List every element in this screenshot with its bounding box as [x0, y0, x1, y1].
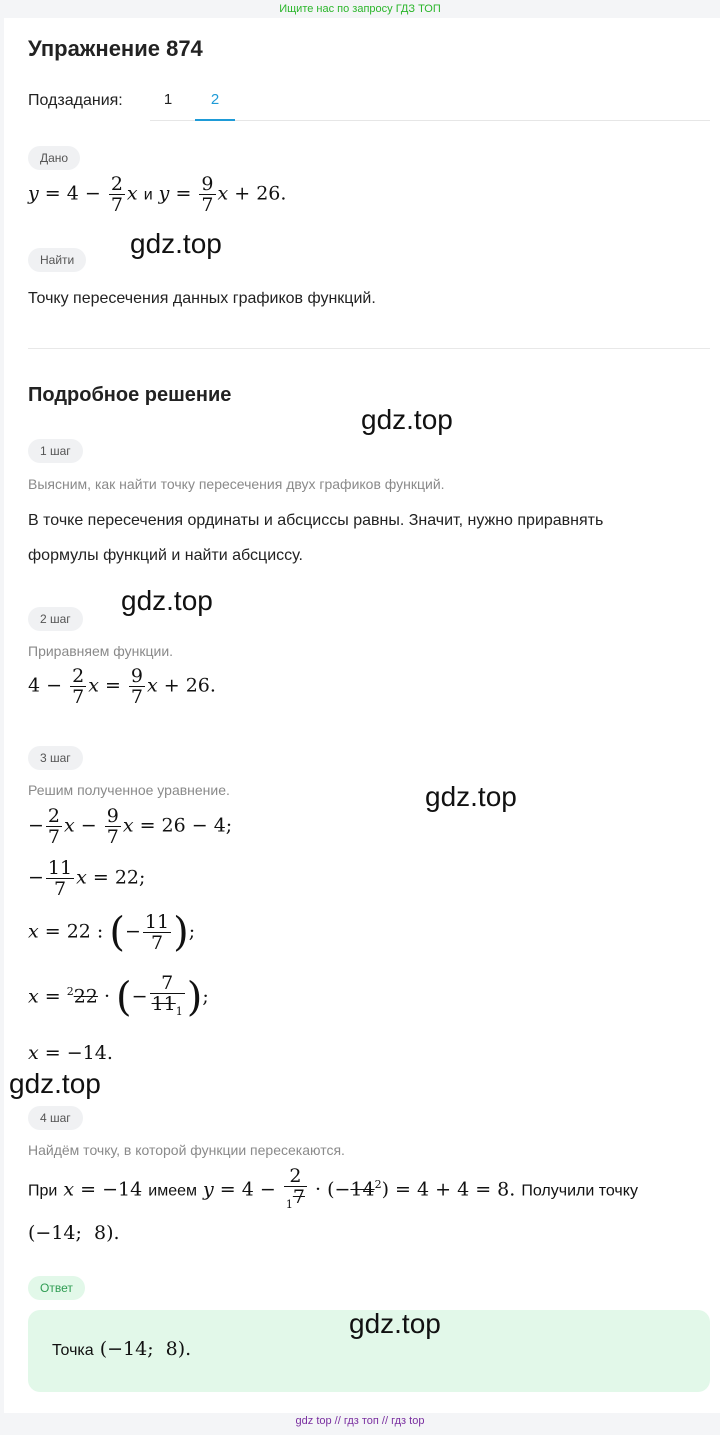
step-4-pre: При [28, 1182, 58, 1200]
step-4-line-1: При x = −14 имеем y = 4 − $\frac{2}{_17}$ · $(-14^2) = 4 + 4 = 8$. Получили точку [28, 1166, 638, 1215]
step-4-pill: 4 шаг [28, 1106, 83, 1130]
exercise-card [4, 18, 720, 1413]
step-4-has: имеем [148, 1182, 197, 1200]
page-title: Упражнение 874 [28, 36, 203, 61]
section-divider [28, 348, 710, 349]
watermark: gdz.top [130, 228, 222, 259]
step-1-text-line1: В точке пересечения ординаты и абсциссы равны. Значит, нужно приравнять [28, 512, 604, 529]
watermark: gdz.top [121, 585, 213, 616]
tab-subtask-2[interactable]: 2 [195, 90, 235, 121]
search-banner: Ищите нас по запросу ГДЗ ТОП [279, 3, 441, 15]
step-3-pill: 3 шаг [28, 746, 83, 770]
step-4-hint: Найдём точку, в которой функции пересекаются. [28, 1142, 345, 1158]
answer-text: Точка (−14; 8). [52, 1338, 192, 1360]
find-text: Точку пересечения данных графиков функций. [28, 290, 376, 307]
step-2-equation: 4 − $\frac{2}{7}$ x = $\frac{9}{7}$ x + 26. [28, 665, 216, 708]
step-3-line-3: x = 22 : (− $\frac{11}{7}$ ); [28, 909, 196, 956]
watermark: gdz.top [349, 1308, 441, 1339]
footer-links[interactable]: gdz top // гдз топ // гдз top [295, 1415, 425, 1427]
find-pill: Найти [28, 248, 86, 272]
step-3-line-1: − $\frac{2}{7}$ x − $\frac{9}{7}$ x = 26 − 4; [28, 805, 233, 848]
given-and: и [143, 186, 153, 204]
answer-word: Точка [52, 1342, 94, 1359]
step-3-line-5: x = −14. [28, 1042, 113, 1064]
step-3-hint: Решим полученное уравнение. [28, 782, 230, 798]
step-3-line-4: x = $^2$22 · (− $\frac{7}{11_1}$ ); [28, 972, 209, 1021]
step-1-hint: Выясним, как найти точку пересечения двух графиков функций. [28, 476, 445, 492]
watermark: gdz.top [9, 1068, 101, 1099]
step-4-got: Получили точку [521, 1182, 638, 1200]
solution-title: Подробное решение [28, 384, 232, 406]
step-2-hint: Приравняем функции. [28, 643, 174, 659]
subtasks-label: Подзадания: [28, 92, 123, 109]
given-pill: Дано [28, 146, 80, 170]
given-formula: y = 4 − $\frac{2}{7}$ x и y = $\frac{9}{7}$ x + 26. [28, 173, 287, 216]
step-2-pill: 2 шаг [28, 607, 83, 631]
step-1-pill: 1 шаг [28, 439, 83, 463]
tab-subtask-1[interactable]: 1 [163, 91, 173, 108]
watermark: gdz.top [425, 781, 517, 812]
watermark: gdz.top [361, 404, 453, 435]
step-4-point: (−14; 8). [28, 1222, 120, 1244]
step-1-text-line2: формулы функций и найти абсциссу. [28, 547, 303, 564]
step-3-line-2: − $\frac{11}{7}$ x = 22; [28, 857, 146, 900]
answer-pill: Ответ [28, 1276, 85, 1300]
